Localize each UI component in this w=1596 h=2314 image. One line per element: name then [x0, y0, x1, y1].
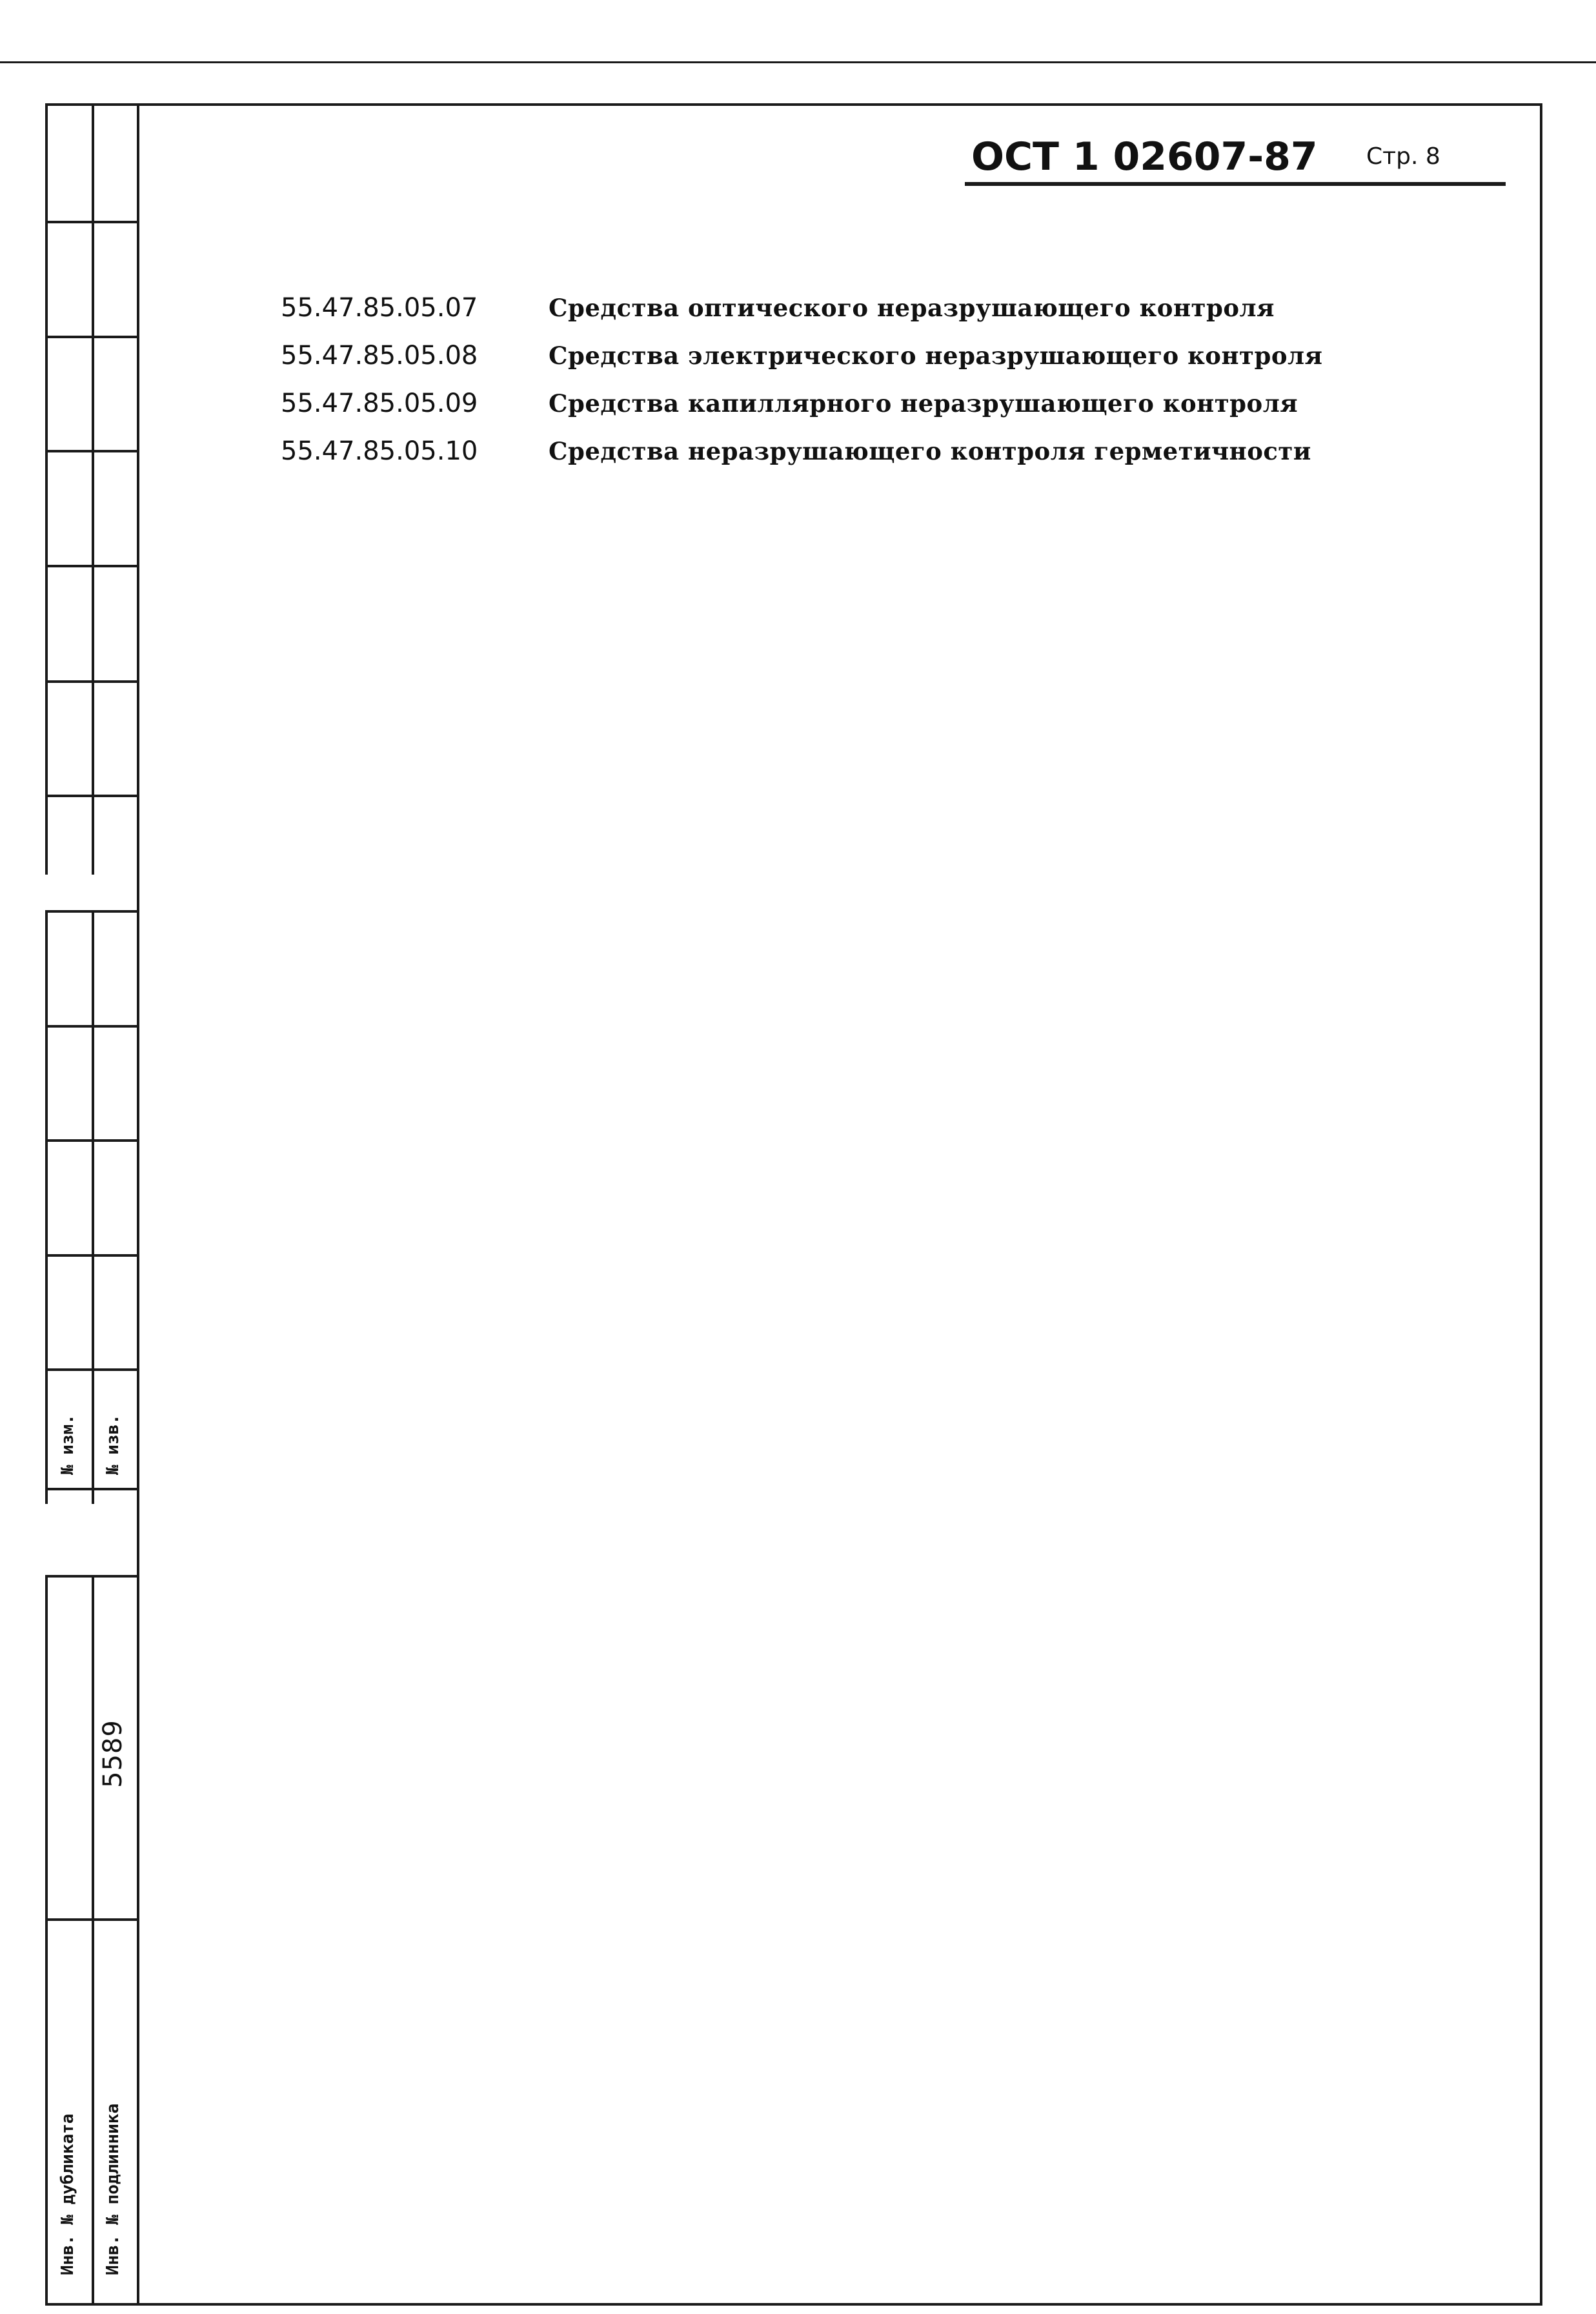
- stamp-row-line: [45, 1254, 138, 1257]
- stamp-row-line: [45, 221, 138, 223]
- stamp-row-line: [45, 795, 138, 797]
- stamp-row-line: [45, 336, 138, 338]
- stamp-row-line: [45, 1025, 138, 1028]
- stamp-row-line: [45, 1575, 138, 1578]
- stamp-row-line: [45, 1918, 138, 1921]
- stamp-row-line: [45, 1488, 138, 1490]
- stamp-lower-mid-edge: [92, 1575, 94, 2306]
- stamp-row-line: [45, 450, 138, 452]
- classification-code: 55.47.85.05.08: [281, 341, 478, 370]
- page-top-edge: [0, 61, 1596, 63]
- classification-text: Средства оптического неразрушающего контроля: [549, 294, 1275, 322]
- classification-code: 55.47.85.05.07: [281, 293, 478, 323]
- classification-text: Средства неразрушающего контроля герметичности: [549, 437, 1311, 465]
- frame-bottom: [45, 2303, 1542, 2306]
- classification-code: 55.47.85.05.09: [281, 389, 478, 418]
- duplicate-inventory-label: Инв. № дубликата: [58, 2113, 77, 2275]
- stamp-row-line: [45, 680, 138, 683]
- classification-text: Средства капиллярного неразрушающего контроля: [549, 389, 1298, 418]
- notice-number-label: № изв.: [103, 1414, 123, 1475]
- stamp-upper-left-edge: [45, 103, 48, 875]
- frame-right: [1540, 103, 1542, 2306]
- document-code: ОСТ 1 02607-87: [971, 134, 1318, 179]
- original-inventory-number: 5589: [98, 1720, 128, 1788]
- frame-top: [45, 103, 1542, 106]
- stamp-row-line: [45, 1368, 138, 1371]
- stamp-row-line: [45, 565, 138, 567]
- list-item: [281, 284, 1322, 332]
- stamp-upper-mid-edge: [92, 103, 94, 875]
- stamp-middle-left-edge: [45, 910, 48, 1504]
- original-inventory-label: Инв. № подлинника: [103, 2103, 123, 2275]
- stamp-row-line: [45, 1139, 138, 1142]
- list-item: [281, 380, 1322, 427]
- classification-code: 55.47.85.05.10: [281, 436, 478, 466]
- stamp-lower-left-edge: [45, 1575, 48, 2306]
- change-number-label: № изм.: [58, 1414, 77, 1475]
- stamp-row-line: [45, 910, 138, 913]
- page-number: Стр. 8: [1366, 143, 1440, 170]
- classification-text: Средства электрического неразрушающего контроля: [549, 341, 1323, 370]
- frame-inner-left: [137, 103, 139, 2306]
- list-item: [281, 427, 1322, 475]
- header-underline: [965, 182, 1506, 186]
- list-item: [281, 332, 1322, 380]
- stamp-middle-mid-edge: [92, 910, 94, 1504]
- classification-list: [281, 284, 1322, 475]
